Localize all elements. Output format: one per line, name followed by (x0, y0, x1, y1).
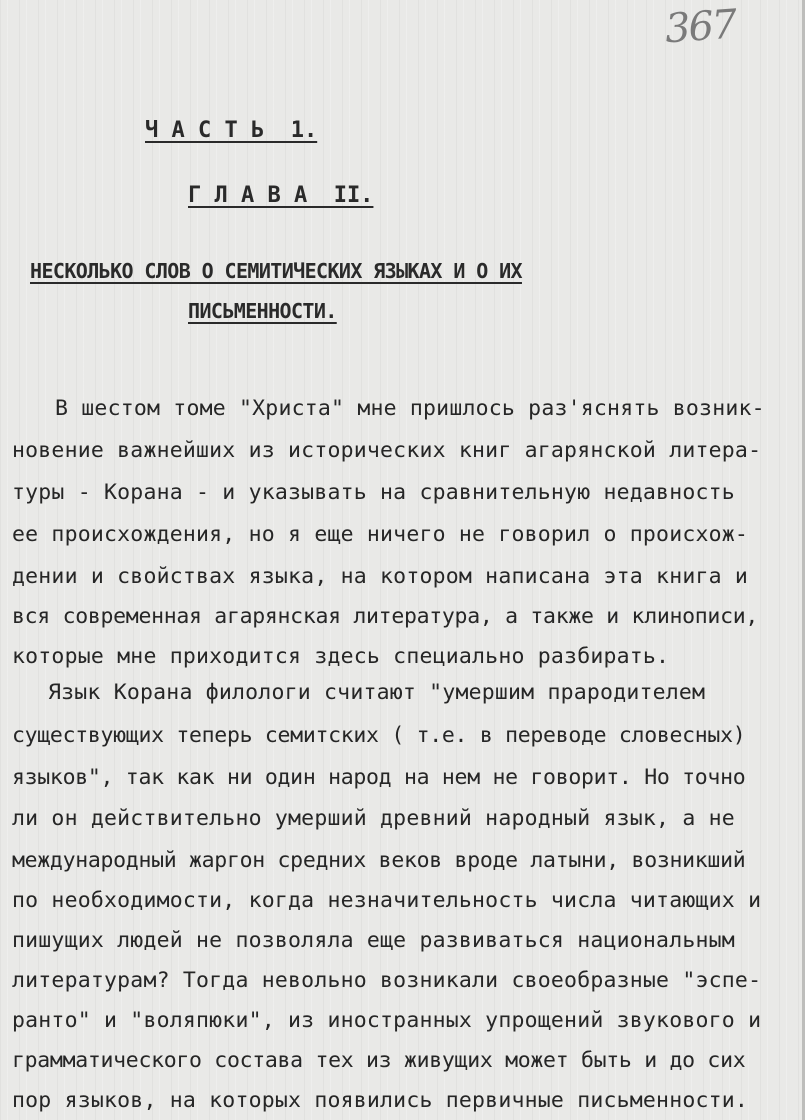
text-line: Язык Корана филологи считают "умершим прародителем (48, 680, 706, 705)
text-line: грамматического состава тех из живущих может быть и до сих (12, 1048, 746, 1073)
chapter-title-line-2: ПИСЬМЕННОСТИ. (188, 299, 337, 323)
text-line: языков", так как ни один народ на нем не говорит. Но точно (12, 765, 746, 790)
chapter-heading: Г Л А В А II. (188, 183, 374, 208)
text-line: новение важнейших из исторических книг агарянской литера- (12, 438, 762, 463)
handwritten-page-number: 367 (663, 1, 737, 53)
text-line: дении и свойствах языка, на котором написана эта книга и (12, 564, 749, 589)
part-heading: Ч А С Т Ь 1. (145, 118, 318, 143)
text-line: ли он действительно умерший древний народный язык, а не (12, 806, 735, 831)
text-line: пор языков, на которых появились первичные письменности. (12, 1088, 749, 1113)
text-line: которые мне приходится здесь специально разбирать. (12, 644, 670, 669)
chapter-title-line-1: НЕСКОЛЬКО СЛОВ О СЕМИТИЧЕСКИХ ЯЗЫКАХ И О ИХ (30, 259, 522, 283)
text-line: литературам? Тогда невольно возникали своеобразные "эспе- (12, 968, 762, 993)
text-line: существующих теперь семитских ( т.е. в переводе словесных) (12, 723, 746, 748)
text-line: туры - Корана - и указывать на сравнительную недавность (12, 480, 735, 505)
text-line: В шестом томе "Христа" мне пришлось раз'яснять возник- (55, 396, 765, 421)
text-line: международный жаргон средних веков вроде латыни, возникший (12, 848, 746, 873)
text-line: по необходимости, когда незначительность числа читающих и (12, 888, 762, 913)
text-line: вся современная агарянская литература, а также и клинописи, (12, 604, 759, 629)
text-line: пишущих людей не позволяла еще развиваться национальным (12, 928, 735, 953)
text-line: ее происхождения, но я еще ничего не говорил о происхож- (12, 522, 749, 547)
text-line: ранто" и "воляпюки", из иностранных упрощений звукового и (12, 1008, 762, 1033)
